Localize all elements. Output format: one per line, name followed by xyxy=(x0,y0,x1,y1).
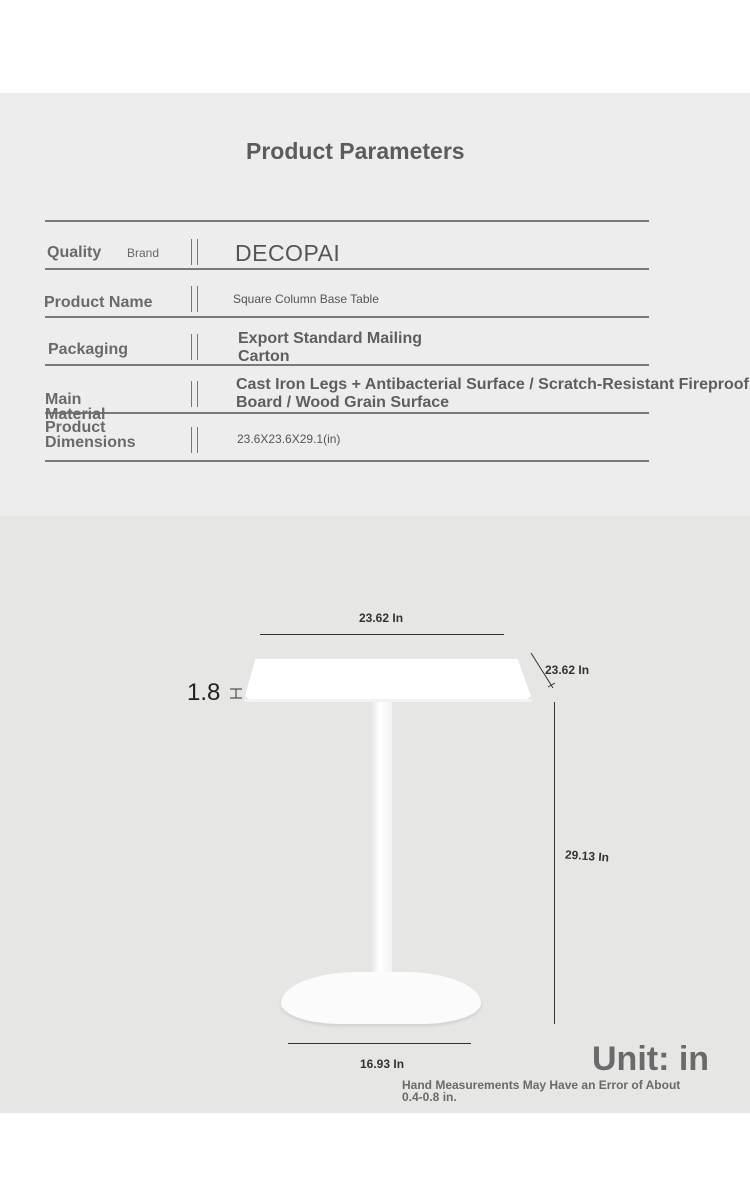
dimension-base-width: 16.93 In xyxy=(360,1057,405,1071)
table-top xyxy=(244,659,532,699)
dimension-height-value: 29.13 xyxy=(564,847,596,864)
table-column xyxy=(372,702,392,996)
separator xyxy=(191,334,198,360)
row-sublabel-brand: Brand xyxy=(127,246,160,260)
table-divider xyxy=(45,316,649,318)
separator xyxy=(191,381,198,407)
row-value-product-name: Square Column Base Table xyxy=(233,292,379,306)
row-label-main-material: Main Material xyxy=(45,391,106,423)
row-value-main-material: Cast Iron Legs + Antibacterial Surface / Scratch-Resistant Fireproof Board / Wood Grain Surface xyxy=(236,376,749,411)
separator xyxy=(191,286,198,312)
row-label-product-name: Product Name xyxy=(44,294,153,311)
unit-label: Unit: in xyxy=(592,1040,710,1078)
product-dimension-image xyxy=(0,516,750,1113)
row-label-product-dimensions: Product Dimensions xyxy=(45,419,136,451)
row-label-packaging: Packaging xyxy=(48,341,129,358)
dimension-line-base-width xyxy=(288,1043,471,1044)
measurement-note: Hand Measurements May Have an Error of About 0.4-0.8 in. xyxy=(402,1078,681,1104)
row-value-dimensions: 23.6X23.6X29.1(in) xyxy=(237,432,341,446)
product-parameters-panel xyxy=(0,93,750,516)
dimension-thickness: 1.8 xyxy=(187,679,221,706)
dimension-height-unit: In xyxy=(597,849,610,865)
table-divider xyxy=(45,460,649,462)
dimension-height xyxy=(565,847,610,864)
table-base xyxy=(281,972,481,1024)
separator xyxy=(191,239,198,265)
dimension-line-height xyxy=(554,702,555,1024)
row-value-brand: DECOPAI xyxy=(235,240,341,266)
dimension-top-width: 23.62 In xyxy=(359,611,404,625)
table-divider xyxy=(45,412,649,414)
table-divider xyxy=(45,220,649,222)
row-value-packaging: Export Standard Mailing Carton xyxy=(238,330,423,365)
row-label-quality: Quality xyxy=(47,244,102,261)
dimension-line-thickness xyxy=(228,686,244,702)
params-title: Product Parameters xyxy=(246,138,465,164)
dimension-top-depth: 23.62 In xyxy=(545,663,590,677)
dimension-line-top-width xyxy=(260,634,504,635)
separator xyxy=(191,427,198,453)
table-divider xyxy=(45,268,649,270)
